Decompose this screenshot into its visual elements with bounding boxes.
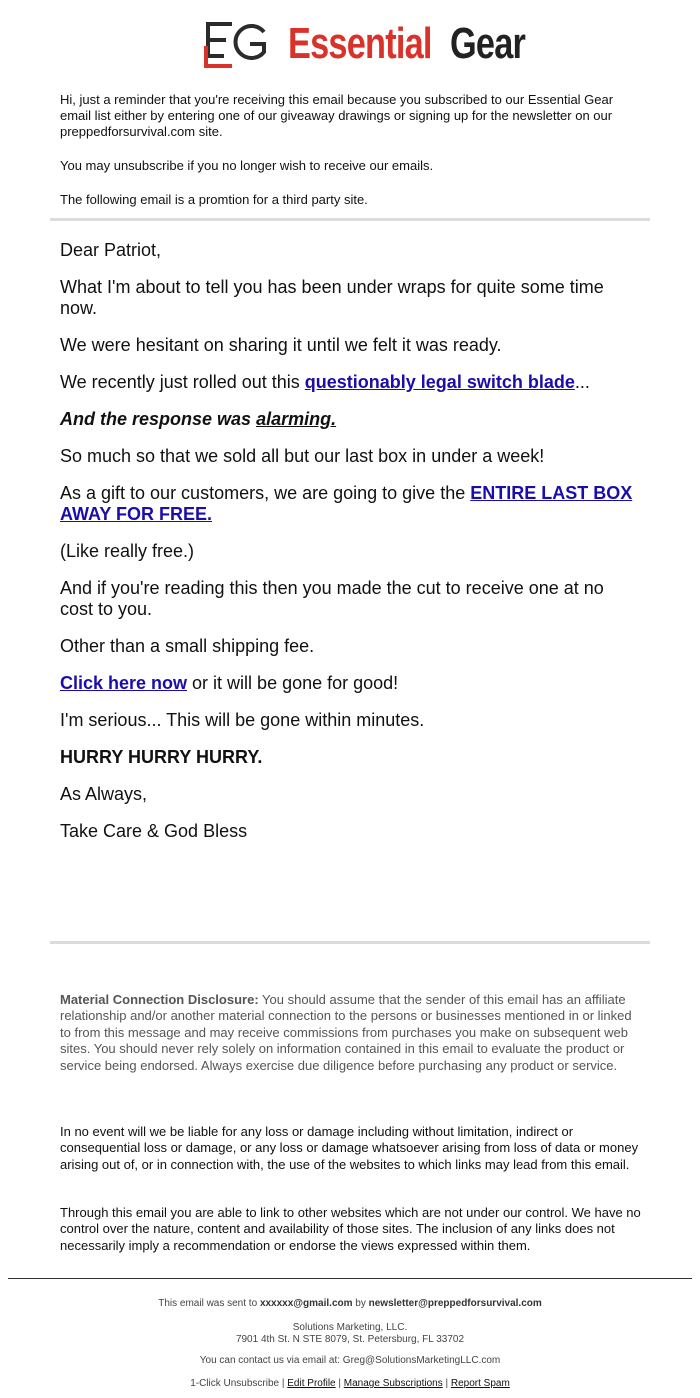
click-here-link[interactable]: Click here now [60, 673, 188, 693]
body-paragraph [60, 673, 640, 694]
intro-paragraph: Hi, just a reminder that you're receiving this email because you subscribed to our Essential Gear email list either by entering one of our giveaway drawings or signing up for the newsletter on our preppedforsurvival.com site. [60, 92, 614, 139]
signoff-blessing: Take Care & God Bless [60, 821, 248, 841]
email-body [60, 240, 640, 858]
intro-promotion-note: The following email is a promtion for a third party site. [60, 192, 368, 207]
signoff: As Always, [60, 784, 148, 804]
brand-name [288, 19, 547, 69]
greeting: Dear Patriot, [60, 240, 162, 260]
unsubscribe-label[interactable]: 1-Click Unsubscribe [190, 1378, 280, 1389]
manage-subscriptions-link[interactable]: Manage Subscriptions [343, 1378, 443, 1389]
alarming-text: alarming. [256, 409, 337, 429]
brand-name-part1: Essential [288, 19, 432, 68]
body-text: We recently just rolled out this [60, 372, 305, 392]
footer-text: by [352, 1298, 369, 1309]
body-text: or it will be gone for good! [187, 673, 399, 693]
body-paragraph [60, 483, 640, 525]
email-header [0, 14, 700, 74]
sender-email: newsletter@preppedforsurvival.com [368, 1298, 542, 1309]
separator: | [335, 1378, 344, 1389]
edit-profile-link[interactable]: Edit Profile [287, 1378, 336, 1389]
body-paragraph: What I'm about to tell you has been under wraps for quite some time now. [60, 277, 604, 318]
hurry-text: HURRY HURRY HURRY. [60, 747, 263, 767]
company-name: Solutions Marketing, LLC. [292, 1322, 408, 1333]
separator: | [279, 1378, 288, 1389]
separator: | [442, 1378, 451, 1389]
liability-notice: In no event will we be liable for any loss or damage including without limitation, indirect or consequential loss or damage, or any loss or damage whatsoever arising from loss of data or money arising out of, or in connection with, the use of the websites to which links may lead from this email. [60, 1124, 639, 1172]
footer-links [0, 1378, 700, 1390]
footer-sent-to [0, 1298, 700, 1310]
divider [50, 941, 650, 944]
body-paragraph: And if you're reading this then you made the cut to receive one at no cost to you. [60, 578, 604, 619]
brand-logo[interactable] [204, 18, 547, 70]
body-paragraph [60, 372, 640, 393]
body-text: And the response was [60, 409, 257, 429]
footer-address [0, 1322, 700, 1346]
footer-divider [8, 1278, 692, 1279]
body-paragraph: (Like really free.) [60, 541, 195, 561]
eg-logo-icon [204, 18, 270, 70]
footer-contact: You can contact us via email at: Greg@SolutionsMarketingLLC.com [199, 1355, 501, 1366]
disclosure-label: Material Connection Disclosure: [60, 992, 259, 1007]
divider [50, 218, 650, 221]
external-links-notice: Through this email you are able to link to other websites which are not under our control. We have no control over the nature, content and availability of those sites. The inclusion of any links does not necessarily imply a recommendation or endorse the views expressed within them. [60, 1205, 641, 1253]
disclosure-text: You should assume that the sender of this email has an affiliate relationship and/or another material connection to the persons or businesses mentioned in or linked to from this message and may receive commissions from purchases you make on subsequent web sites. You should never rely solely on information contained in this email to evaluate the product or service being endorsed. Always exercise due diligence before purchasing any product or service. [60, 992, 632, 1073]
company-address: 7901 4th St. N STE 8079, St. Petersburg, FL 33702 [235, 1334, 465, 1345]
brand-name-part2: Gear [450, 19, 526, 68]
body-text: ... [574, 372, 590, 392]
free-box-link[interactable]: ENTIRE LAST BOX AWAY FOR FREE. [60, 483, 633, 524]
body-paragraph: Other than a small shipping fee. [60, 636, 315, 656]
body-paragraph: I'm serious... This will be gone within minutes. [60, 710, 425, 730]
body-text: As a gift to our customers, we are going to give the [60, 483, 471, 503]
body-paragraph: So much so that we sold all but our last box in under a week! [60, 446, 545, 466]
body-paragraph: We were hesitant on sharing it until we felt it was ready. [60, 335, 502, 355]
material-connection-disclosure [60, 992, 640, 1074]
recipient-email: xxxxxx@gmail.com [259, 1298, 353, 1309]
intro-notice [60, 92, 640, 226]
footer-text: This email was sent to [158, 1298, 260, 1309]
report-spam-link[interactable]: Report Spam [450, 1378, 510, 1389]
switch-blade-link[interactable]: questionably legal switch blade [304, 372, 575, 392]
emphasis-paragraph [60, 409, 640, 430]
intro-unsubscribe-note: You may unsubscribe if you no longer wish to receive our emails. [60, 158, 434, 173]
